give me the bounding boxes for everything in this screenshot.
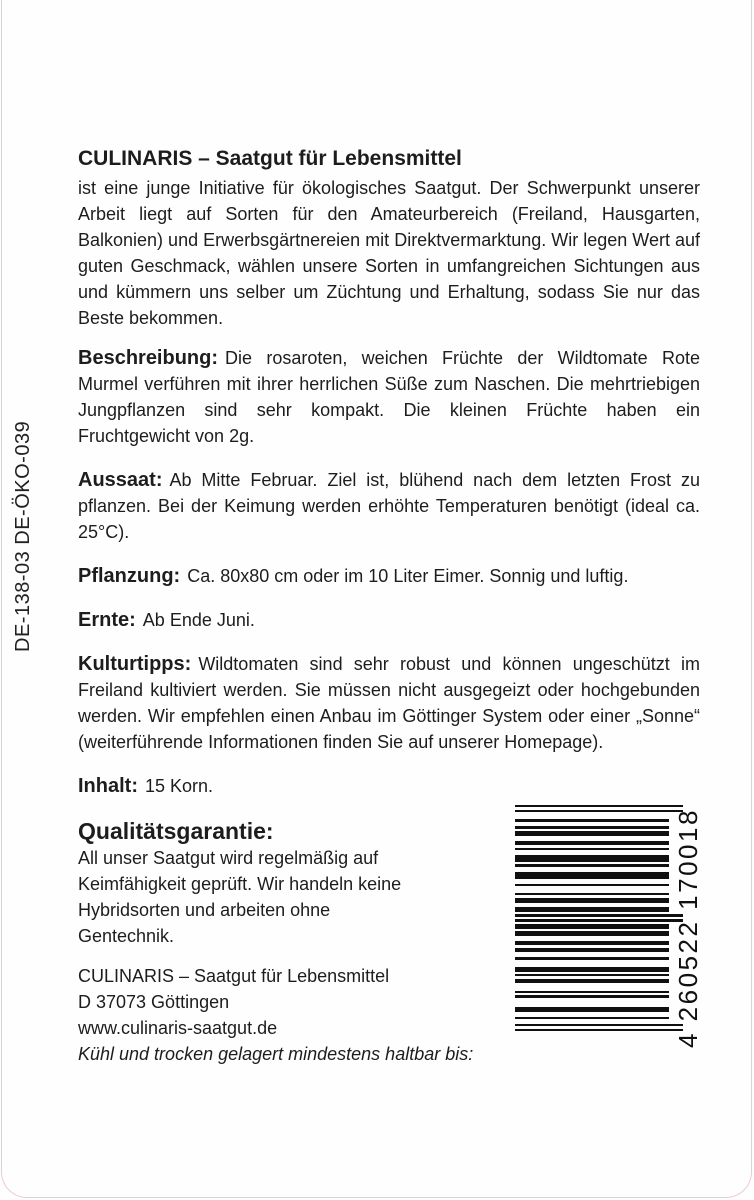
section-ernte (78, 607, 700, 633)
barcode-bar (515, 974, 669, 976)
manufacturer-name: CULINARIS – Saatgut für Lebensmittel (78, 966, 390, 986)
section-inhalt (78, 773, 700, 799)
barcode-bar (515, 931, 669, 936)
barcode-bar (515, 1029, 683, 1031)
section-label: Pflanzung: (78, 565, 181, 587)
barcode-bar (515, 872, 669, 879)
barcode-number: 4 260522 170018 (673, 808, 703, 1048)
barcode-bar (515, 898, 669, 903)
barcode-bar (515, 826, 669, 828)
manufacturer-address: D 37073 Göttingen (78, 992, 230, 1012)
section-label: Ernte: (78, 609, 136, 631)
barcode-bar (515, 855, 669, 862)
section-label: Kulturtipps: (78, 653, 192, 675)
section-text: 15 Korn. (145, 776, 214, 796)
section-label: Beschreibung: (78, 347, 219, 369)
section-kulturtipps (78, 651, 700, 755)
barcode-bar (515, 819, 669, 821)
barcode-bar (515, 957, 669, 959)
section-label: Inhalt: (78, 775, 138, 797)
section-text: Die rosaroten, weichen Früchte der Wildtomate Rote Murmel verführen mit ihrer herrlichen Süße zum Naschen. Die mehrtriebigen Jungpflanzen sind sehr kompakt. Die kleinen Früchte haben ein Fruchtgewicht von 2g. (78, 348, 700, 446)
section-text: Ab Ende Juni. (142, 610, 255, 630)
barcode-bar (515, 1024, 683, 1026)
barcode-bar (515, 893, 669, 895)
section-label: Aussaat: (78, 469, 163, 491)
barcode-bar (515, 884, 669, 886)
storage-note: Kühl und trocken gelagert mindestens haltbar bis: (78, 1044, 474, 1064)
barcode-bar (515, 924, 669, 929)
barcode-bar (515, 1017, 669, 1019)
section-aussaat (78, 467, 700, 545)
barcode-bar (515, 919, 683, 921)
brand-intro-paragraph: ist eine junge Initiative für ökologisches Saatgut. Der Schwerpunkt unserer Arbeit liegt auf Sorten für den Amateurbereich (Freiland, Hausgarten, Balkonien) und Erwerbsgärtnereien mit Direktvermarktung. Wir legen Wert auf guten Geschmack, wählen unsere Sorten in umfangreichen Sichtungen aus und kümmern uns selber um Züchtung und Erhaltung, sodass Sie nur das Beste bekommen. (78, 178, 700, 328)
barcode-bar (515, 941, 669, 946)
barcode-bar (515, 914, 683, 916)
brand-title: CULINARIS – Saatgut für Lebensmittel (78, 147, 462, 170)
quality-guarantee-heading: Qualitätsgarantie: (78, 818, 274, 844)
barcode-bar (515, 991, 669, 993)
barcode-bar (515, 810, 683, 812)
barcode-bar (515, 864, 669, 866)
barcode-bar (515, 841, 669, 846)
eco-certification-code: DE-138-03 DE-ÖKO-039 (12, 420, 34, 652)
section-beschreibung (78, 345, 700, 449)
section-text: Ca. 80x80 cm oder im 10 Liter Eimer. Sonnig und luftig. (187, 566, 629, 586)
barcode-bar (515, 1007, 669, 1012)
barcode-bar (515, 995, 669, 997)
barcode-bar (515, 979, 669, 984)
quality-guarantee-text: All unser Saatgut wird regelmäßig auf Keimfähigkeit geprüft. Wir handeln keine Hybridsorten und arbeiten ohne Gentechnik. (78, 848, 402, 946)
section-pflanzung (78, 563, 700, 589)
barcode-bar (515, 967, 669, 972)
barcode-bar (515, 805, 683, 807)
barcode-bar (515, 948, 669, 953)
manufacturer-website: www.culinaris-saatgut.de (78, 1018, 278, 1038)
section-text: Ab Mitte Februar. Ziel ist, blühend nach dem letzten Frost zu pflanzen. Bei der Keimung werden erhöhte Temperaturen benötigt (ideal ca. 25°C). (78, 470, 700, 542)
barcode-bar (515, 831, 669, 836)
section-text: Wildtomaten sind sehr robust und können ungeschützt im Freiland kultiviert werden. Sie müssen nicht ausgegeizt oder hochgebunden werden. Wir empfehlen einen Anbau im Göttinger System oder einer „Sonne“ (weiterführende Informationen finden Sie auf unserer Homepage). (78, 654, 700, 752)
barcode-bar (515, 907, 669, 912)
barcode-bar (515, 848, 669, 850)
